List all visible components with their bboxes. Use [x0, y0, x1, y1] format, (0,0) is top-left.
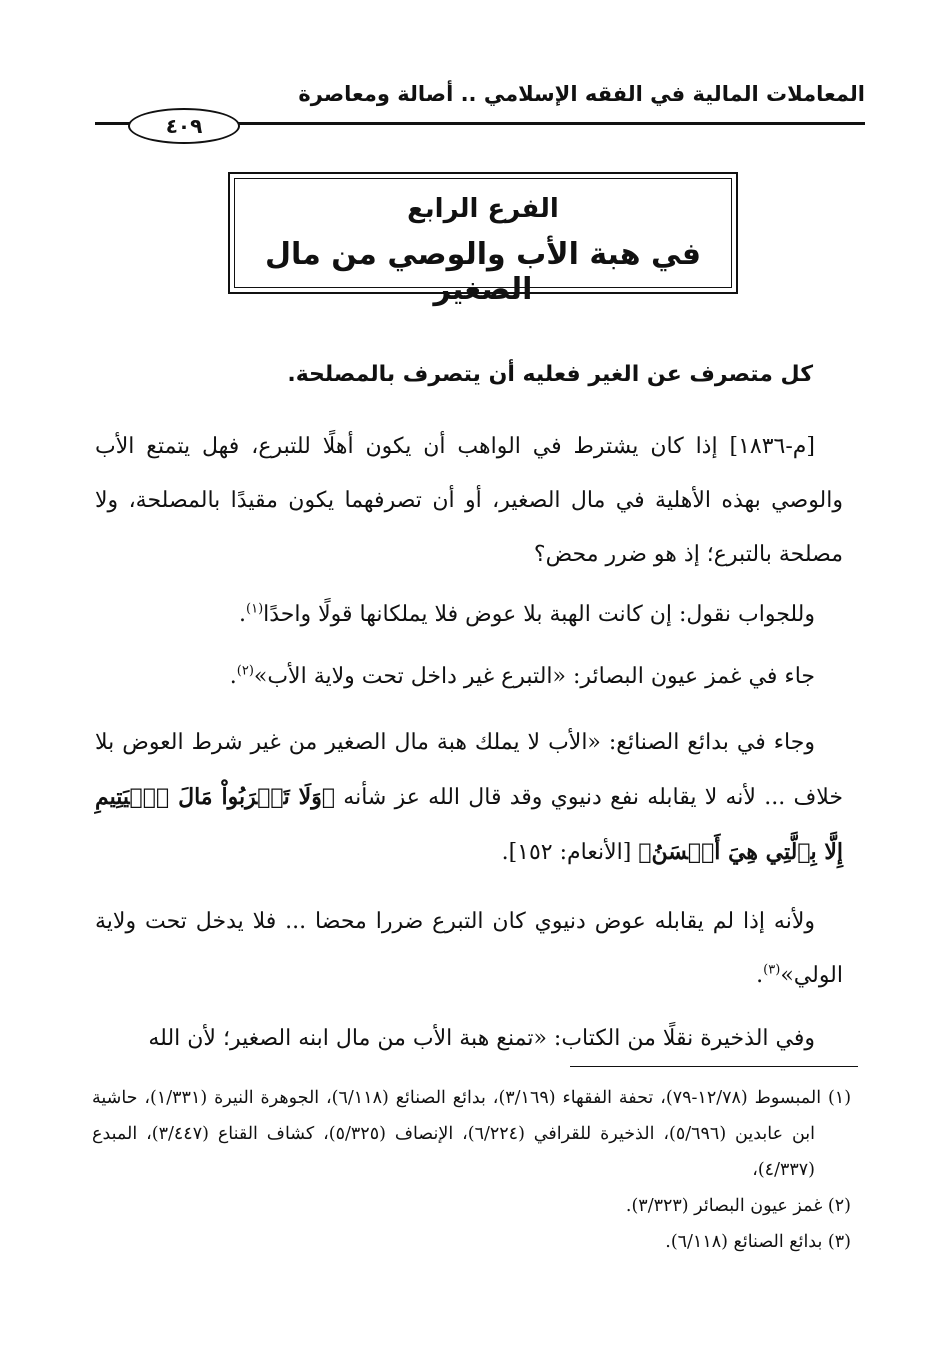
page-header	[95, 82, 865, 112]
period: .	[239, 602, 246, 627]
quran-verse: ﴿وَلَا تَقۡرَبُواْ مَالَ ٱلۡيَتِيمِ إِلَّا بِٱلَّتِي هِيَ أَحۡسَنُ﴾	[95, 784, 843, 865]
paragraph-question: [م-١٨٣٦] إذا كان يشترط في الواهب أن يكون أهلًا للتبرع، فهل يتمتع الأب والوصي بهذه الأهلية في مال الصغير، أو أن تصرفهما يكون مقيدًا بالمصلحة، ولا مصلحة بالتبرع؛ إذ هو ضرر محض؟	[95, 434, 843, 567]
paragraph-answer-text: وللجواب نقول: إن كانت الهبة بلا عوض فلا يملكانها قولًا واحدًا	[263, 602, 815, 627]
paragraph-dhakhira: وفي الذخيرة نقلًا من الكتاب: «تمنع هبة الأب من مال ابنه الصغير؛ لأن الله	[148, 1026, 815, 1051]
paragraph-badai	[95, 716, 843, 880]
period: .	[229, 664, 237, 689]
footnote-separator	[570, 1066, 858, 1067]
period: .	[756, 963, 764, 988]
section-title-box	[228, 172, 738, 307]
section-heading: الفرع الرابع	[407, 194, 559, 224]
paragraph-ghamz-text: جاء في غمز عيون البصائر: «التبرع غير داخل تحت ولاية الأب»	[253, 664, 815, 689]
footnote-ref-1[interactable]: (١)	[246, 601, 264, 617]
footnotes	[92, 1080, 851, 1260]
footnote-ref-2[interactable]: (٢)	[236, 663, 254, 679]
footnote-ref-3[interactable]: (٣)	[763, 962, 781, 978]
intro-rule: كل متصرف عن الغير فعليه أن يتصرف بالمصلحة.	[287, 362, 813, 387]
verse-citation: [الأنعام: ١٥٢].	[501, 840, 639, 865]
section-subheading: في هبة الأب والوصي من مال الصغير	[264, 237, 701, 307]
paragraph-badai-text: وجاء في بدائع الصنائع: «الأب لا يملك هبة مال الصغير من غير شرط العوض بلا خلاف ... لأنه لا يقابله نفع دنيوي وقد قال الله عز شأنه	[95, 730, 843, 810]
running-title: المعاملات المالية في الفقه الإسلامي .. أصالة ومعاصرة	[298, 82, 865, 106]
paragraph-reason-text: ولأنه إذا لم يقابله عوض دنيوي كان التبرع ضررا محضا ... فلا يدخل تحت ولاية الولي»	[95, 909, 843, 988]
paragraph-answer	[95, 588, 843, 642]
footnote-1: (١) المبسوط (١٢/٧٨-٧٩)، تحفة الفقهاء (٣/١٦٩)، بدائع الصنائع (٦/١١٨)، الجوهرة النيرة (١/٣٣١)، حاشية ابن عابدين (٥/٦٩٦)، الذخيرة للقرافي (٦/٢٢٤)، الإنصاف (٥/٣٢٥)، كشاف القناع (٣/٤٤٧)، المبدع (٤/٣٣٧)،	[92, 1088, 852, 1180]
footnote-3: (٣) بدائع الصنائع (٦/١١٨).	[665, 1232, 851, 1252]
paragraph-reason	[95, 895, 843, 1003]
page-number: ٤٠٩	[128, 108, 240, 144]
paragraph-ghamz	[95, 650, 843, 704]
footnote-2: (٢) غمز عيون البصائر (٣/٣٢٣).	[625, 1196, 851, 1216]
